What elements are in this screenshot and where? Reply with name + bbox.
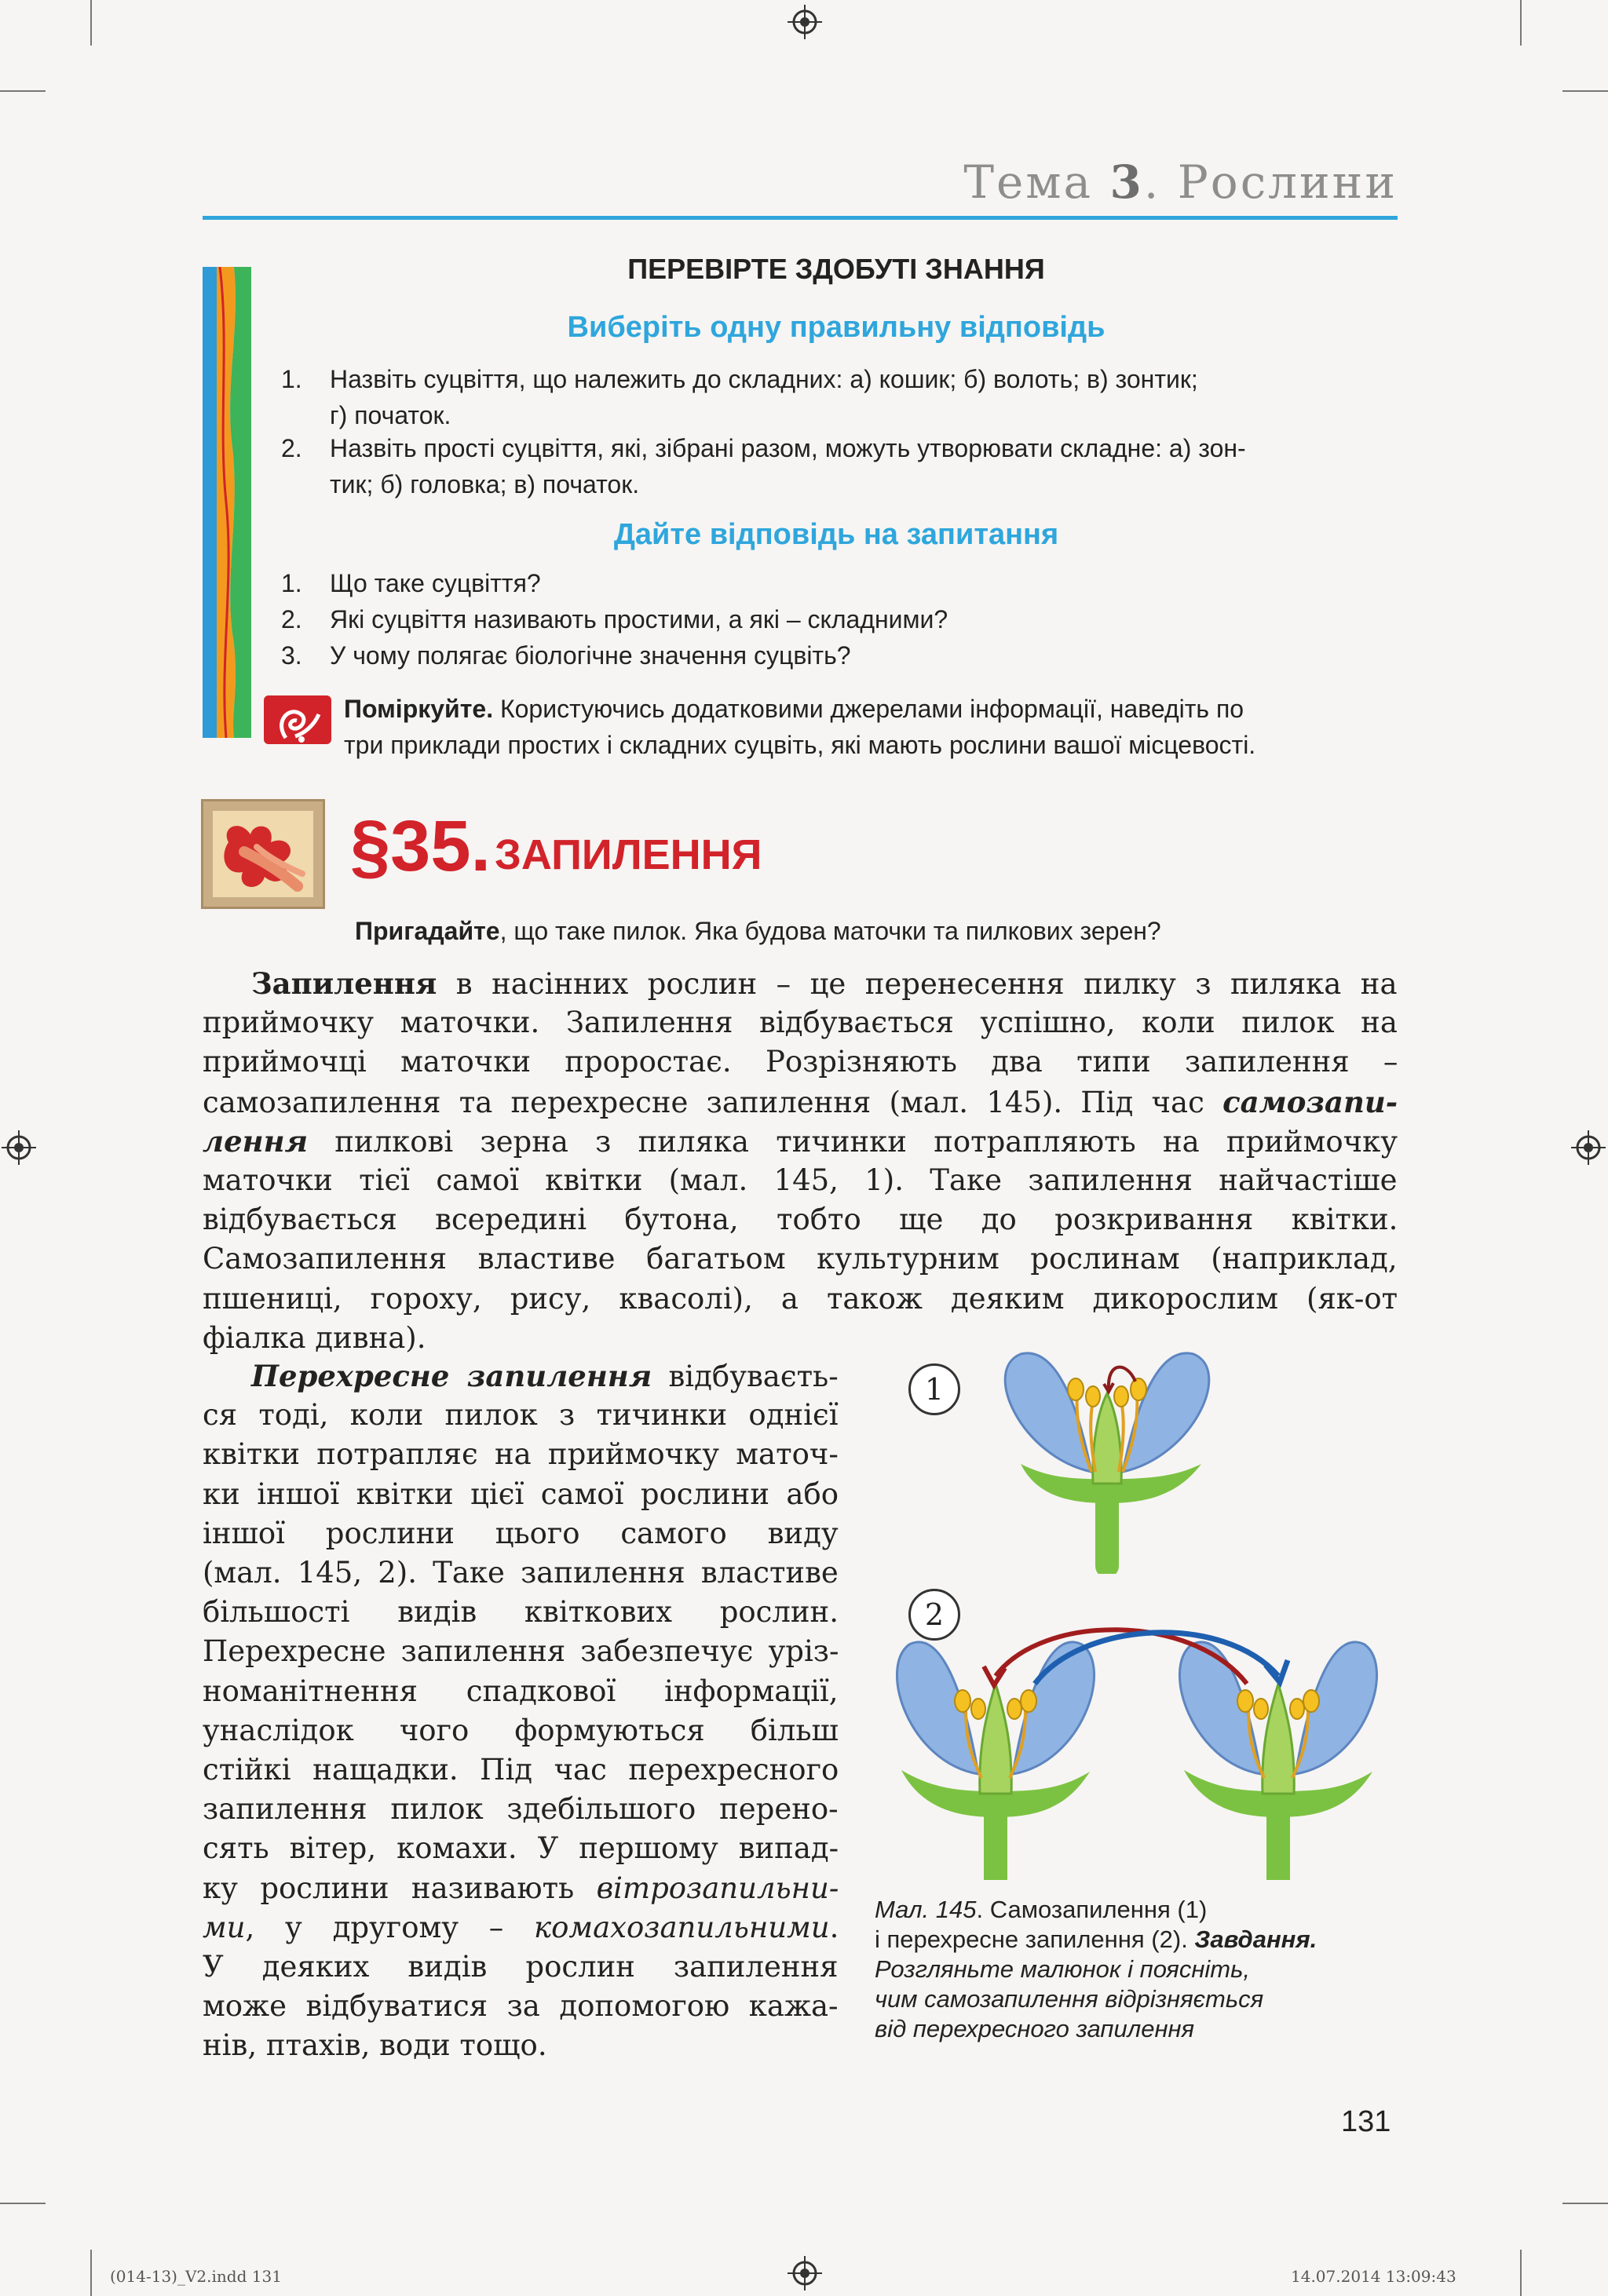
body-line xyxy=(203,1200,1398,1239)
paragraph-title: ЗАПИЛЕННЯ xyxy=(495,831,762,878)
question-text: Які суцвіття називають простими, а які – складними? xyxy=(330,605,948,633)
caption-segment: від перехресного запилення xyxy=(875,2015,1195,2042)
body-text-segment: фіалка дивна). xyxy=(203,1320,426,1355)
question-text: Що таке суцвіття? xyxy=(330,569,541,597)
caption-line xyxy=(875,1955,1250,1984)
caption-segment: . Самозапилення (1) xyxy=(976,1896,1208,1923)
body-text-segment: в насінних рослин – це перенесення пилку з пиляка на xyxy=(437,967,1398,1001)
body-text-segment: У деяких видів рослин запилення xyxy=(203,1950,839,1984)
body-line xyxy=(203,1514,839,1553)
body-text-segment: нів, птахів, води тощо. xyxy=(203,2028,547,2063)
caption-line xyxy=(875,1895,1207,1925)
cross-pollination-flowers-illustration xyxy=(878,1597,1396,1880)
body-text-segment: ки іншої квітки цієї самої рослини або xyxy=(203,1477,839,1511)
body-text-segment: унаслідок чого формуються більш xyxy=(203,1713,839,1747)
body-text-segment: самозапилення та перехресне запилення (мал. 145). Під час xyxy=(203,1085,1223,1119)
body-text-segment: сять вітер, комахи. У першому випад- xyxy=(203,1831,839,1866)
think-line1: Користуючись додатковими джерелами інформації, наведіть по xyxy=(493,695,1244,723)
crop-mark xyxy=(0,2203,46,2204)
body-text-segment: Перехресне запилення забезпечує уріз- xyxy=(203,1634,839,1669)
body-text-segment: . xyxy=(829,1910,839,1944)
body-text-segment: запилення пилок здебільшого перено- xyxy=(203,1792,839,1827)
registration-mark-icon xyxy=(1571,1130,1606,1165)
body-text-segment: , у другому – xyxy=(245,1910,535,1944)
body-line xyxy=(203,1122,1398,1162)
body-text-segment: вітрозапильни- xyxy=(596,1871,839,1905)
body-text-segment: приймочці маточки проростає. Розрізняють два типи запилення – xyxy=(203,1045,1398,1079)
question-text: У чому полягає біологічне значення суцвіть? xyxy=(330,641,851,670)
topic-number: 3 xyxy=(1109,155,1144,209)
body-text-segment: маточки тієї самої квітки (мал. 145, 1). Таке запилення найчастіше xyxy=(203,1163,1398,1197)
caption-line xyxy=(875,1984,1263,2014)
think-icon xyxy=(264,691,331,749)
page-number: 131 xyxy=(1341,2105,1391,2138)
registration-mark-icon xyxy=(788,2256,822,2291)
crop-mark xyxy=(0,90,46,92)
body-text-segment: ся тоді, коли пилок з тичинки однієї xyxy=(203,1398,839,1433)
body-line xyxy=(203,1003,1398,1042)
question-number: 3. xyxy=(281,641,302,670)
slug-date-info: 14.07.2014 13:09:43 xyxy=(1291,2267,1456,2286)
think-task xyxy=(344,691,1404,763)
body-text-segment: квітки потрапляє на приймочку маточ- xyxy=(203,1437,839,1472)
decorative-stripes xyxy=(203,267,251,738)
body-line xyxy=(203,1869,839,1908)
crop-mark xyxy=(90,0,92,46)
body-text-segment: пилкові зерна з пиляка тичинки потрапляють на приймочку xyxy=(308,1124,1398,1159)
body-line xyxy=(251,964,1398,1004)
caption-segment: Розгляньте малюнок і поясніть, xyxy=(875,1955,1251,1983)
body-text-segment: ку рослини називають xyxy=(203,1871,597,1905)
recall-label: Пригадайте xyxy=(355,917,500,945)
body-line xyxy=(203,1279,1398,1319)
choose-heading: Виберіть одну правильну відповідь xyxy=(567,311,1106,344)
caption-segment: і перехресне запилення (2). xyxy=(875,1926,1195,1953)
question-number: 2. xyxy=(281,605,302,633)
crop-mark xyxy=(90,2250,92,2296)
body-line xyxy=(203,1947,839,1987)
header-rule xyxy=(203,216,1398,220)
body-line xyxy=(203,1319,426,1358)
body-line xyxy=(203,1750,839,1790)
body-line xyxy=(203,1908,839,1947)
question-number: 2. xyxy=(281,434,302,462)
body-line xyxy=(251,1356,839,1396)
registration-mark-icon xyxy=(788,5,822,39)
think-line2: три приклади простих і складних суцвіть, які мають рослини вашої місцевості. xyxy=(344,731,1256,759)
body-line xyxy=(203,1987,839,2026)
body-text-segment: може відбуватися за допомогою кажа- xyxy=(203,1989,839,2024)
body-text-segment: пшениці, гороху, рису, квасолі), а також деяким дикорослим (як-от xyxy=(203,1281,1398,1316)
body-line xyxy=(203,2026,547,2065)
question-text: Назвіть прості суцвіття, які, зібрані разом, можуть утворювати складне: а) зон- тик; б) головка; в) початок. xyxy=(330,434,1246,498)
crop-mark xyxy=(1520,0,1522,46)
body-text-segment: відбуваєть- xyxy=(652,1360,839,1393)
registration-mark-icon xyxy=(2,1130,36,1165)
body-line xyxy=(203,1396,839,1435)
body-text-segment: Запилення xyxy=(251,966,437,1001)
caption-line xyxy=(875,2014,1194,2044)
body-text-segment: відбувається всередині бутона, тобто ще до розкривання квітки. xyxy=(203,1203,1398,1237)
body-text-segment: Самозапилення властиве багатьом культурним рослинам (наприклад, xyxy=(203,1242,1398,1276)
question-number: 1. xyxy=(281,569,302,597)
review-title: ПЕРЕВІРТЕ ЗДОБУТІ ЗНАННЯ xyxy=(627,253,1045,285)
body-text-segment: стійкі нащадки. Під час перехресного xyxy=(203,1753,839,1787)
caption-line xyxy=(875,1925,1317,1955)
crop-mark xyxy=(1562,2203,1608,2204)
body-text-segment: (мал. 145, 2). Таке запилення властиве xyxy=(203,1556,839,1590)
body-line xyxy=(203,1082,1398,1122)
body-line xyxy=(203,1829,839,1868)
crop-mark xyxy=(1562,90,1608,92)
topic-word: Тема xyxy=(963,155,1094,209)
body-text-segment: Перехресне запилення xyxy=(251,1359,652,1393)
topic-name: . Рослини xyxy=(1143,155,1398,209)
body-text-segment: ми xyxy=(203,1910,246,1944)
body-text-segment: номанітнення спадкової інформації, xyxy=(203,1674,839,1708)
body-text-segment: іншої рослини цього самого виду xyxy=(203,1516,839,1550)
topic-header xyxy=(963,155,1398,209)
body-line xyxy=(203,1632,839,1671)
body-line xyxy=(203,1672,839,1711)
answer-heading: Дайте відповідь на запитання xyxy=(613,518,1059,551)
body-line xyxy=(203,1790,839,1829)
body-text-segment: приймочку маточки. Запилення відбувається успішно, коли пилок на xyxy=(203,1006,1398,1040)
question-text: Назвіть суцвіття, що належить до складних: а) кошик; б) волоть; в) зонтик; г) початок. xyxy=(330,365,1198,429)
question-number: 1. xyxy=(281,365,302,393)
self-pollination-flower-illustration xyxy=(974,1346,1248,1574)
caption-segment: Завдання. xyxy=(1194,1926,1317,1953)
recall-text: , що таке пилок. Яка будова маточки та пилкових зерен? xyxy=(499,917,1161,945)
body-line xyxy=(203,1711,839,1750)
body-line xyxy=(203,1161,1398,1200)
body-line xyxy=(203,1553,839,1593)
slug-file-info: (014-13)_V2.indd 131 xyxy=(110,2267,282,2286)
body-line xyxy=(203,1239,1398,1279)
crop-mark xyxy=(1520,2250,1522,2296)
body-line xyxy=(203,1435,839,1474)
caption-segment: чим самозапилення відрізняється xyxy=(875,1985,1264,2013)
body-text-segment: лення xyxy=(203,1123,309,1159)
body-text-segment: більшості видів квіткових рослин. xyxy=(203,1595,839,1630)
paragraph-flower-image xyxy=(201,799,325,909)
body-line xyxy=(203,1475,839,1514)
body-text-segment: самозапи- xyxy=(1222,1084,1398,1119)
figure-label-2: 2 xyxy=(908,1589,960,1641)
caption-segment: Мал. 145 xyxy=(875,1896,977,1923)
recall-prompt xyxy=(355,917,1161,946)
figure-label-1: 1 xyxy=(908,1363,960,1415)
think-label: Поміркуйте. xyxy=(344,695,494,723)
paragraph-number: §35. xyxy=(350,806,492,886)
body-line xyxy=(203,1042,1398,1082)
body-text-segment: комахозапильними xyxy=(534,1910,830,1944)
body-line xyxy=(203,1593,839,1632)
